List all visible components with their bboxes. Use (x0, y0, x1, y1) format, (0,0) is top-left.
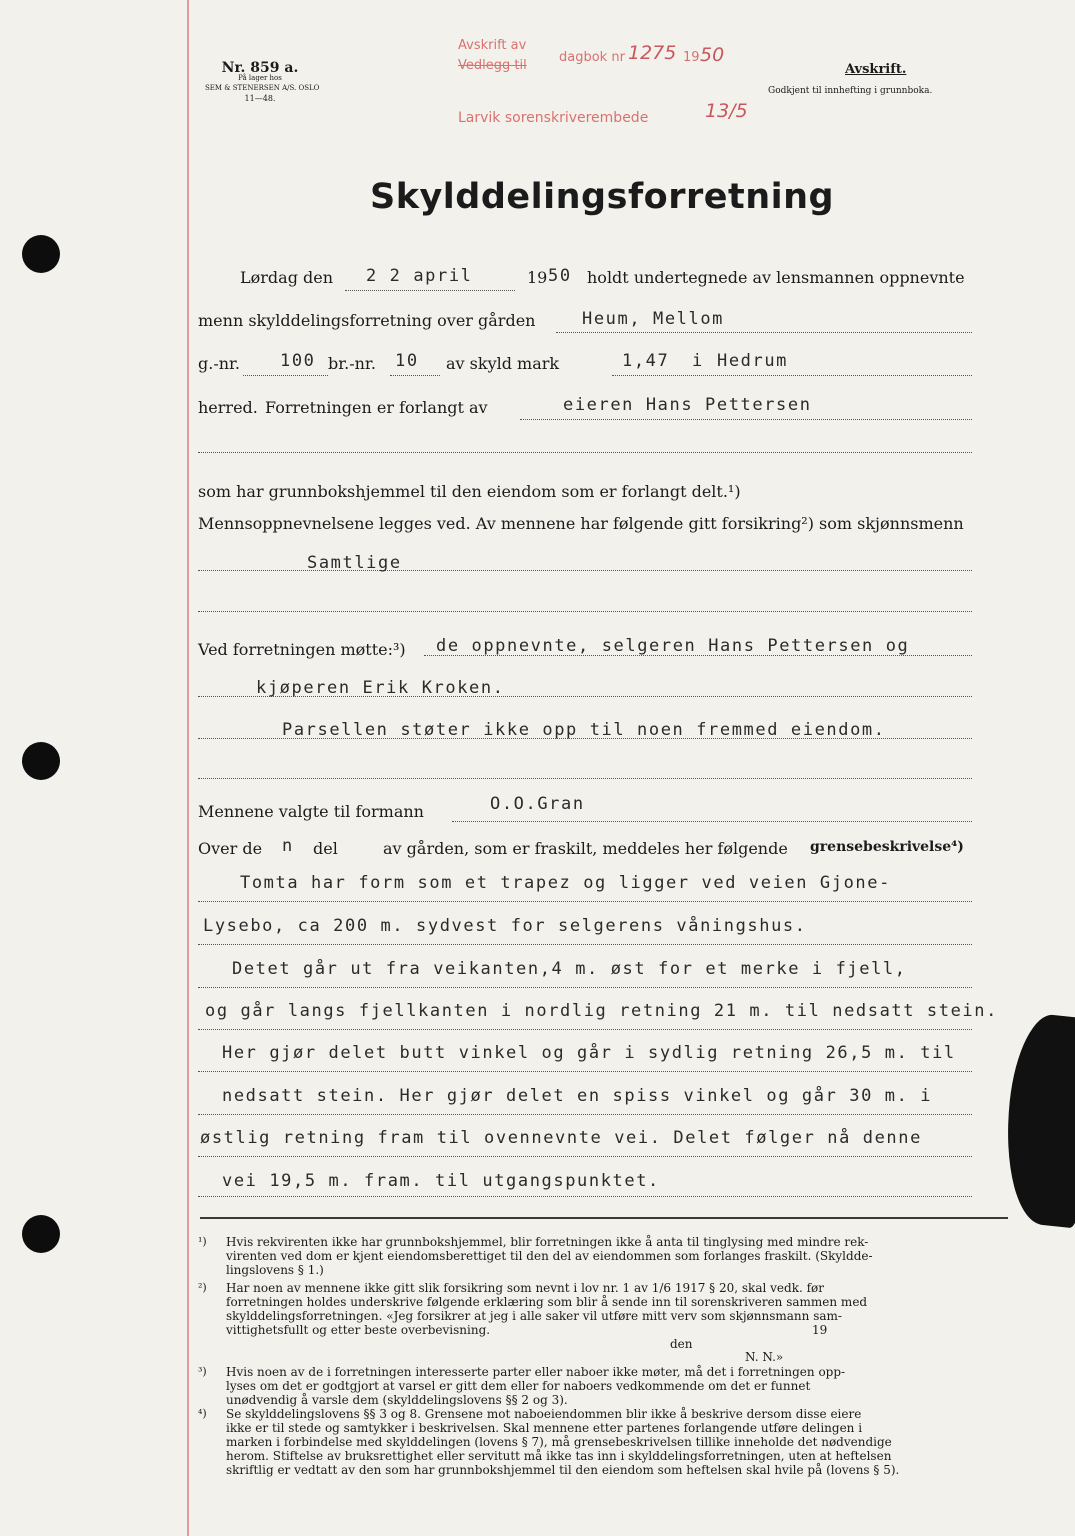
margin-line (187, 0, 189, 1536)
bnr-value: 10 (395, 351, 419, 371)
stamp-line-1: Avskrift av (458, 38, 527, 53)
form-year: 50 (548, 266, 572, 286)
form-text: Forretningen er forlangt av (265, 398, 488, 417)
description-line: og går langs fjellkanten i nordlig retning 21 m. til nedsatt stein. (205, 1001, 998, 1021)
footnote-1 (226, 1235, 873, 1277)
fill-line (198, 1071, 972, 1072)
form-text: del (313, 839, 338, 858)
form-bold: grensebeskrivelse⁴) (810, 839, 964, 855)
fill-line (345, 290, 515, 291)
fill-line (198, 987, 972, 988)
punch-hole (22, 235, 60, 273)
form-text: som har grunnbokshjemmel til den eiendom som er forlangt delt.¹) (198, 482, 741, 501)
farm-name: Heum, Mellom (582, 309, 725, 329)
footnote-year: 19 (812, 1323, 828, 1337)
footnote-mark: ²) (198, 1281, 207, 1294)
footnote-line: marken i forbindelse med skylddelingen (lovens § 7), må grensebeskrivelsen tillike inneholde det nødvendige (226, 1435, 892, 1449)
fill-line (556, 332, 972, 333)
footnote-mark: ³) (198, 1365, 207, 1378)
year-prefix: 19 (683, 50, 700, 65)
attendees: de oppnevnte, selgeren Hans Pettersen og (436, 636, 910, 656)
fill-line (198, 1029, 972, 1030)
fill-line (198, 452, 972, 453)
footnote-line: Har noen av mennene ikke gitt slik forsikring som nevnt i lov nr. 1 av 1/6 1917 § 20, skal vedk. før (226, 1281, 824, 1295)
footnote-line: forretningen holdes underskrive følgende erklæring som blir å sende inn til sorenskriveren sammen med (226, 1295, 868, 1309)
fill-line (198, 1196, 972, 1197)
form-text: av skyld mark (446, 354, 560, 373)
description-line: Her gjør delet butt vinkel og går i sydlig retning 26,5 m. til (222, 1043, 956, 1063)
dagbok-number: 1275 (628, 42, 677, 64)
fill-line (390, 375, 440, 376)
stamp-office: Larvik sorenskriverembede (458, 110, 649, 126)
footnote-line: Hvis noen av de i forretningen interesserte parter eller naboer ikke møter, må det i forretningen opp- (226, 1365, 846, 1379)
ink-stain (997, 1011, 1075, 1228)
footnote-mark: ¹) (198, 1235, 207, 1248)
fill-line (198, 1156, 972, 1157)
footnote-line: herom. Stiftelse av bruksrettighet eller servitutt må ikke tas inn i skylddelingsforretningen, uten at heftelsen (226, 1449, 892, 1463)
description-line: Tomta har form som et trapez og ligger ved veien Gjone- (240, 873, 891, 893)
form-label: Ved forretningen møtte:³) (198, 640, 406, 659)
requester: eieren Hans Pettersen (563, 395, 812, 415)
footnote-line: virenten ved dom er kjent eiendomsberettiget til den del av eiendommen som forlanges fraskilt. (Skyldde- (226, 1249, 873, 1263)
stamp-line-2: Vedlegg til (458, 58, 527, 73)
fill-line (198, 778, 972, 779)
publisher-line: 11—48. (244, 94, 276, 103)
form-text: holdt undertegnede av lensmannen oppnevnte (587, 268, 965, 287)
stamp-dagbok: dagbok nr (559, 50, 625, 65)
mark-value: 1,47 (622, 351, 670, 371)
description-line: Detet går ut fra veikanten,4 m. øst for et merke i fjell, (232, 959, 907, 979)
year-suffix: 50 (700, 44, 725, 66)
form-n: n (282, 836, 294, 856)
chairman: O.O.Gran (490, 794, 585, 814)
form-i: i (692, 351, 704, 371)
fill-line (198, 611, 972, 612)
punch-hole (22, 1215, 60, 1253)
footnote-line: skylddelingsforretningen. «Jeg forsikrer at jeg i alle saker vil utføre mitt verv som skjønnsmann sam- (226, 1309, 842, 1323)
avskrift-label: Avskrift. (845, 62, 907, 77)
footnote-3 (226, 1365, 845, 1407)
fill-line (198, 1114, 972, 1115)
place-name: Hedrum (717, 351, 789, 371)
publisher-line: SEM & STENERSEN A/S. OSLO (205, 84, 320, 92)
description-line: nedsatt stein. Her gjør delet en spiss vinkel og går 30 m. i (222, 1086, 933, 1106)
footnote-line: unødvendig å varsle dem (skylddelingslovens §§ 2 og 3). (226, 1393, 568, 1407)
footnote-4 (226, 1407, 899, 1477)
form-label: Mennene valgte til formann (198, 802, 424, 821)
gnr-value: 100 (280, 351, 316, 371)
description-line: vei 19,5 m. fram. til utgangspunktet. (222, 1171, 660, 1191)
fill-line (520, 419, 972, 420)
footnote-line: Se skylddelingslovens §§ 3 og 8. Grensene mot naboeiendommen blir ikke å beskrive dersom disse eiere (226, 1407, 862, 1421)
form-over: Over de (198, 839, 263, 858)
fill-line (198, 901, 972, 902)
form-gnr: g.-nr. (198, 354, 241, 373)
footnote-nn: N. N.» (745, 1350, 784, 1364)
footnote-2 (226, 1281, 867, 1337)
form-day: Lørdag den (240, 268, 334, 287)
description-line: Lysebo, ca 200 m. sydvest for selgerens våningshus. (203, 916, 807, 936)
description-line: østlig retning fram til ovennevnte vei. Delet følger nå denne (200, 1128, 922, 1148)
footnote-mark: ⁴) (198, 1407, 207, 1420)
footnote-line: skriftlig er vedtatt av den som har grunnbokshjemmel til den eiendom som heftelsen skal hvile på (lovens § 5). (226, 1463, 900, 1477)
form-text: Mennsoppnevnelsene legges ved. Av mennene har følgende gitt forsikring²) som skjønnsmenn (198, 514, 964, 533)
footnote-line: vittighetsfullt og etter beste overbevisning. (226, 1323, 491, 1337)
document-title: Skylddelingsforretning (370, 177, 835, 217)
publisher-line: På lager hos (238, 74, 282, 82)
attendees-cont: kjøperen Erik Kroken. (256, 678, 505, 698)
parcel-note: Parsellen støter ikke opp til noen fremmed eiendom. (282, 720, 886, 740)
fill-line (198, 944, 972, 945)
footnote-line: lyses om det er godtgjort at varsel er gitt dem eller for naboers vedkommende om det er funnet (226, 1379, 811, 1393)
fill-line (452, 821, 972, 822)
footnote-line: Hvis rekvirenten ikke har grunnbokshjemmel, blir forretningen ikke å anta til tinglysing med mindre rek- (226, 1235, 869, 1249)
form-number: Nr. 859 a. (221, 60, 299, 76)
publisher-block (205, 60, 320, 105)
punch-hole (22, 742, 60, 780)
footnote-line: lingslovens § 1.) (226, 1263, 324, 1277)
form-text: av gården, som er fraskilt, meddeles her følgende (383, 839, 788, 858)
footnote-line: ikke er til stede og samtykker i beskrivelsen. Skal mennene etter partenes forlangende utføre delingen i (226, 1421, 863, 1435)
stamp-date: 13/5 (705, 100, 748, 122)
form-date: 2 2 april (366, 266, 473, 286)
fill-line (612, 375, 972, 376)
form-text: menn skylddelingsforretning over gården (198, 311, 536, 330)
form-year-prefix: 19 (527, 268, 548, 287)
fill-line (243, 375, 328, 376)
form-bnr: br.-nr. (328, 354, 376, 373)
form-herred: herred. (198, 398, 258, 417)
godkjent-text: Godkjent til innhefting i grunnboka. (768, 86, 933, 96)
footnote-den: den (670, 1337, 693, 1351)
separator-rule (200, 1217, 1008, 1219)
appraisers: Samtlige (307, 553, 402, 573)
